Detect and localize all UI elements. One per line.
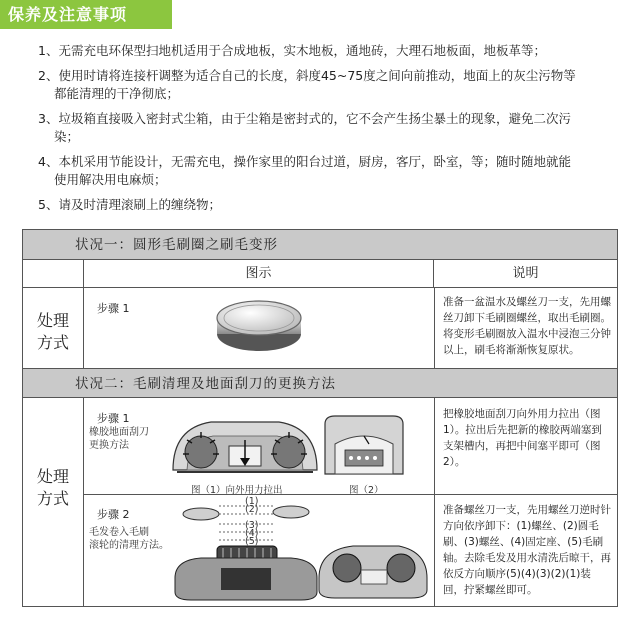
step-label: 步骤 1 bbox=[97, 412, 130, 425]
maintenance-table bbox=[22, 229, 618, 607]
note-text: 4、本机采用节能设计，无需充电，操作家里的阳台过道，厨房，客厅，卧室，等；随时随地就能 bbox=[38, 154, 571, 169]
part-label: (4) bbox=[245, 528, 259, 539]
note-item bbox=[38, 67, 634, 103]
column-header-figure: 图示 bbox=[83, 260, 434, 288]
section1-title: 状况一：圆形毛刷圈之刷毛变形 bbox=[23, 230, 617, 260]
notes-list bbox=[38, 42, 634, 221]
figure-caption: 图（1）向外用力拉出 bbox=[191, 485, 283, 496]
part-label: (2) bbox=[245, 504, 259, 515]
squeegee-figure-2 bbox=[321, 410, 407, 480]
note-item bbox=[38, 153, 634, 189]
side-label-line: 处理 bbox=[36, 311, 69, 330]
step2-description: 准备螺丝刀一支，先用螺丝刀逆时针方向依序卸下：(1)螺丝、(2)圆毛刷、(3)螺丝、(4)固定座、(5)毛刷轴。去除毛发及用水清洗后晾干，再依反方向顺序(5)(4)(3)(2)(1)装回，拧紧螺丝即可。 bbox=[443, 504, 611, 596]
divider bbox=[434, 398, 435, 607]
brush-ring-illustration bbox=[215, 296, 303, 354]
side-label-line: 方式 bbox=[36, 489, 69, 508]
section1-description: 准备一盆温水及螺丝刀一支，先用螺丝刀卸下毛刷圈螺丝，取出毛刷圈。将变形毛刷圈放入温水中浸泡三分钟以上，刷毛将渐渐恢复原状。 bbox=[443, 296, 611, 356]
part-label: (1) bbox=[245, 496, 259, 507]
side-label-line: 方式 bbox=[36, 333, 69, 352]
column-header-description: 说明 bbox=[512, 266, 539, 281]
note-text: 2、使用时请将连接杆调整为适合自己的长度，斜度45~75度之间向前推动，地面上的灰尘污物等 bbox=[38, 68, 576, 83]
note-text-continued: 使用解决用电麻烦； bbox=[54, 172, 167, 187]
step1-description: 把橡胶地面刮刀向外用力拉出（图1）。拉出后先把新的橡胶两端塞到支架槽内，再把中间塞平即可（图2）。 bbox=[443, 408, 602, 468]
side-label bbox=[23, 310, 83, 354]
exploded-parts-illustration bbox=[161, 496, 431, 604]
figure-caption: 图（2） bbox=[349, 485, 384, 496]
section2-title: 状况二：毛刷清理及地面刮刀的更换方法 bbox=[23, 368, 617, 398]
note-item bbox=[38, 196, 634, 214]
squeegee-figure-1 bbox=[167, 410, 323, 480]
side-label bbox=[23, 466, 83, 510]
divider bbox=[83, 288, 84, 368]
divider bbox=[434, 288, 435, 368]
part-label: (5) bbox=[245, 536, 259, 547]
note-text: 1、无需充电环保型扫地机适用于合成地板，实木地板，通地砖，大理石地板面，地板革等； bbox=[38, 43, 546, 58]
note-item bbox=[38, 110, 634, 146]
divider bbox=[83, 398, 84, 607]
note-text-continued: 都能清理的干净彻底； bbox=[54, 86, 180, 101]
note-text: 3、垃圾箱直接吸入密封式尘箱，由于尘箱是密封式的，它不会产生扬尘暴土的现象，避免二次污 bbox=[38, 111, 571, 126]
note-text-continued: 染； bbox=[54, 129, 80, 144]
note-item bbox=[38, 42, 634, 60]
note-text: 5、请及时清理滚刷上的缠绕物； bbox=[38, 197, 221, 212]
side-label-line: 处理 bbox=[36, 467, 69, 486]
part-label: (3) bbox=[245, 520, 259, 531]
step-subtitle: 毛发卷入毛刷 bbox=[89, 527, 149, 538]
step-label: 步骤 1 bbox=[97, 302, 130, 315]
step-subtitle: 滚轮的清理方法。 bbox=[89, 540, 169, 551]
step-subtitle: 更换方法 bbox=[89, 440, 129, 451]
section-title-tag: 保养及注意事项 bbox=[0, 0, 172, 29]
column-header-row bbox=[23, 260, 617, 288]
step-subtitle: 橡胶地面刮刀 bbox=[89, 427, 149, 438]
step-label: 步骤 2 bbox=[97, 508, 130, 521]
